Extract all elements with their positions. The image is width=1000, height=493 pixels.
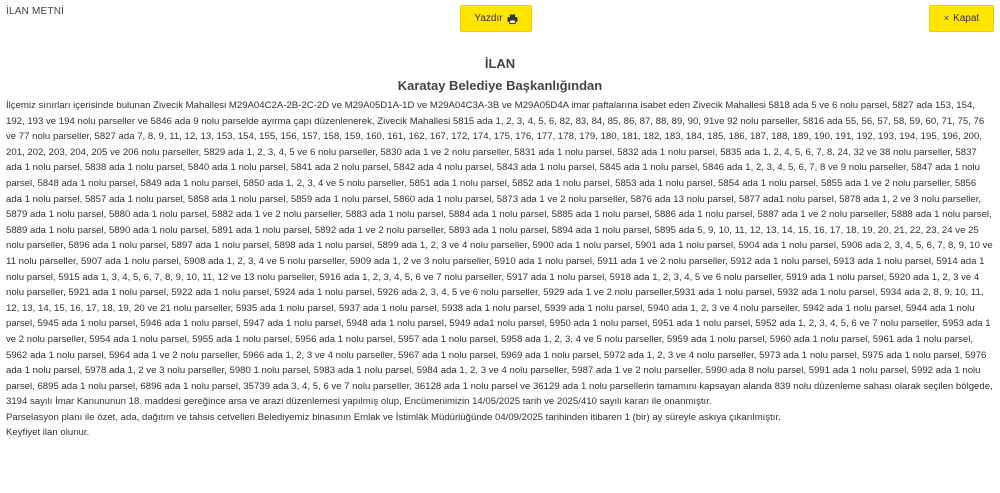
top-bar xyxy=(0,0,1000,46)
printer-icon xyxy=(507,14,518,24)
document-subheading: Karatay Belediye Başkanlığından xyxy=(397,78,603,93)
document-body xyxy=(6,98,994,441)
close-button[interactable] xyxy=(929,5,994,32)
announcement-document xyxy=(0,56,1000,441)
document-paragraph: İlçemiz sınırları içerisinde bulunan Zivecik Mahallesi M29A04C2A-2B-2C-2D ve M29A05D1A-1D ve M29A04C3A-3B ve M29A05D4A imar paftalarına isabet eden Zivecik Mahallesi 5818 ada 5 ve 6 nolu parsel, 5827 ada 153, 154, 192, 193 ve 194 nolu parseller ve 5846 ada 9 nolu parselde ayırma çapı düzenlenerek, Zivecik Mahallesi 5815 ada 1, 2, 3, 4, 5, 6, 82, 83, 84, 85, 86, 87, 88, 89, 90, 91ve 92 nolu parseller, 5816 ada 55, 56, 57, 58, 59, 60, 71, 75, 76 ve 77 nolu parseller, 5827 ada 7, 8, 9, 11, 12, 13, 153, 154, 155, 156, 157, 158, 159, 160, 161, 162, 167, 172, 174, 175, 176, 177, 178, 179, 180, 181, 182, 183, 184, 185, 186, 187, 188, 189, 190, 191, 192, 193, 194, 195, 196, 200, 201, 202, 203, 204, 205 ve 206 nolu parseller, 5829 ada 1, 2, 3, 4, 5 ve 6 nolu parseller, 5830 ada 1 ve 2 nolu parseller, 5831 ada 1 nolu parsel, 5832 ada 1 nolu parsel, 5835 ada 1, 2, 4, 5, 6, 7, 8, 24, 32 ve 38 nolu parseller, 5837 ada 1 nolu parsel, 5838 ada 1 nolu parsel, 5840 ada 1 nolu parsel, 5841 ada 2 nolu parsel, 5842 ada 4 nolu parsel, 5843 ada 1 nolu parsel, 5845 ada 1 nolu parsel, 5846 ada 1, 2, 3, 4, 5, 6, 7, 8 ve 9 nolu parseller, 5847 ada 1 nolu parsel, 5848 ada 1 nolu parsel, 5849 ada 1 nolu parsel, 5850 ada 1, 2, 3, 4 ve 5 nolu parseller, 5851 ada 1 nolu parsel, 5852 ada 1 nolu parsel, 5853 ada 1 nolu parsel, 5854 ada 1 nolu parsel, 5855 ada 1 ve 2 nolu parseller, 5856 ada 1 nolu parsel, 5857 ada 1 nolu parsel, 5858 ada 1 nolu parsel, 5859 ada 1 nolu parsel, 5860 ada 1 nolu parsel, 5873 ada 1 ve 2 nolu parseller, 5876 ada 13 nolu parsel, 5877 ada1 nolu parsel, 5878 ada 1, 2 ve 3 nolu parseller, 5879 ada 1 nolu parsel, 5880 ada 1 nolu parsel, 5882 ada 1 ve 2 nolu parseller, 5883 ada 1 nolu parsel, 5884 ada 1 nolu parsel, 5885 ada 1 nolu parsel, 5886 ada 1 nolu parsel, 5887 ada 1 ve 2 nolu parseller, 5888 ada 1 nolu parsel, 5889 ada 1 nolu parsel, 5890 ada 1 nolu parsel, 5891 ada 1 nolu parsel, 5892 ada 1 ve 2 nolu parseller, 5893 ada 1 nolu parsel, 5894 ada 1 nolu parsel, 5895 ada 5, 9, 10, 11, 12, 13, 14, 15, 16, 17, 18, 19, 20, 21, 22, 23, 24 ve 25 nolu parseller, 5896 ada 1 nolu parsel, 5897 ada 1 nolu parsel, 5898 ada 1 nolu parsel, 5899 ada 1, 2, 3 ve 4 nolu parseller, 5900 ada 1 nolu parsel, 5901 ada 1 nolu parsel, 5904 ada 1 nolu parsel, 5906 ada 2, 3, 4, 5, 6, 7, 8, 9, 10 ve 11 nolu parseller, 5907 ada 1 nolu parsel, 5908 ada 1, 2, 3, 4 ve 5 nolu parseller, 5909 ada 1, 2 ve 3 nolu parseller, 5910 ada 1 nolu parsel, 5911 ada 1 ve 2 nolu parseller, 5912 ada 1 nolu parsel, 5913 ada 1 nolu parsel, 5914 ada 1 nolu parsel, 5915 ada 1, 3, 4, 5, 6, 7, 8, 9, 10, 11, 12 ve 13 nolu parseller, 5916 ada 1, 2, 3, 4, 5, 6 ve 7 nolu parseller, 5917 ada 1 nolu parsel, 5918 ada 1, 2, 3, 4, 5 ve 6 nolu parseller, 5919 ada 1 nolu parsel, 5920 ada 1, 2, 3 ve 4 nolu parseller, 5921 ada 1 nolu parsel, 5922 ada 1 nolu parsel, 5924 ada 1 nolu parsel, 5926 ada 2, 3, 4, 5 ve 6 nolu parseller, 5929 ada 1 ve 2 nolu parseller,5931 ada 1 nolu parsel, 5932 ada 1 nolu parsel, 5934 ada 2, 8, 9, 10, 11, 12, 13, 14, 15, 16, 17, 18, 19, 20 ve 21 nolu parseller, 5935 ada 1 nolu parsel, 5937 ada 1 nolu parsel, 5938 ada 1 nolu parsel, 5939 ada 1 nolu parsel, 5940 ada 1, 2, 3 ve 4 nolu parseller, 5942 ada 1 nolu parsel, 5944 ada 1 nolu parsel, 5945 ada 1 nolu parsel, 5946 ada 1 nolu parsel, 5947 ada 1 nolu parsel, 5948 ada 1 nolu parsel, 5949 ada1 nolu parsel, 5950 ada 1 nolu parsel, 5951 ada 1 nolu parsel, 5952 ada 1, 2, 3, 4, 5, 6 ve 7 nolu parseller, 5953 ada 1 ve 2 nolu parseller, 5954 ada 1 nolu parsel, 5955 ada 1 nolu parsel, 5956 ada 1 nolu parsel, 5957 ada 1 nolu parsel, 5958 ada 1, 2, 3, 4 ve 5 nolu parseller, 5959 ada 1 nolu parsel, 5960 ada 1 nolu parsel, 5961 ada 1 nolu parsel, 5962 ada 1 nolu parsel, 5964 ada 1 ve 2 nolu parseller, 5966 ada 1, 2, 3 ve 4 nolu parseller, 5967 ada 1 nolu parsel, 5969 ada 1 nolu parsel, 5972 ada 1, 2, 3 ve 4 nolu parseller, 5973 ada 1 nolu parsel, 5975 ada 1 nolu parsel, 5976 ada 1 nolu parsel, 5978 ada 1, 2 ve 3 nolu parseller, 5980 1 nolu parsel, 5983 ada 1 nolu parsel, 5984 ada 1, 2, 3 ve 4 nolu parseller, 5987 ada 1 ve 2 nolu parseller, 5990 ada 8 nolu parsel, 5991 ada 1 nolu parsel, 5992 ada 1 nolu parsel, 6895 ada 1 nolu parsel, 6896 ada 1 nolu parsel, 35739 ada 3, 4, 5, 6 ve 7 nolu parseller, 36128 ada 1 nolu parsel ve 36129 ada 1 nolu parsellerin tamamını kapsayan alanda 839 nolu düzenleme sahası olarak seçilen bölgede, 3194 sayılı İmar Kanununun 18. maddesi gereğince arsa ve arazi düzenlemesi yapılmış olup, Encümenimizin 14/05/2025 tarih ve 2025/410 sayılı kararı ile onanmıştır. xyxy=(6,100,993,408)
print-button[interactable] xyxy=(460,5,532,32)
document-paragraph: Parselasyon planı ile özet, ada, dağıtım ve tahsis cetvelleri Belediyemiz binasının Emlak ve İstimlâk Müdürlüğünde 04/09/2025 tarihinden itibaren 1 (bir) ay süreyle askıya çıkarılmıştır. xyxy=(6,411,781,423)
close-button-label: Kapat xyxy=(953,13,980,24)
window-title: İLAN METNİ xyxy=(6,6,65,17)
document-heading: İLAN xyxy=(484,56,516,71)
close-x-icon: × xyxy=(943,13,950,23)
print-button-label: Yazdır xyxy=(474,13,503,24)
document-paragraph: Keyfiyet ilan olunur. xyxy=(6,427,90,439)
